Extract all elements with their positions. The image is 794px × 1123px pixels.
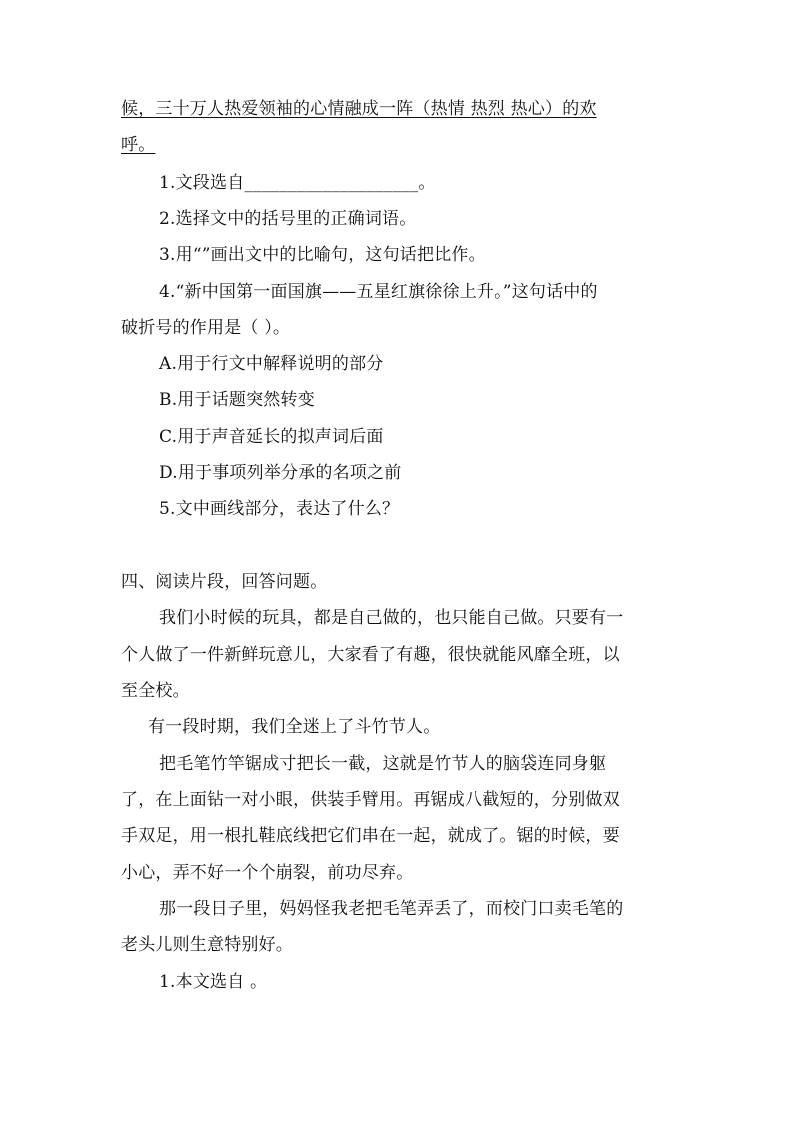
question-1: 1.文段选自____________________。 [159, 173, 436, 193]
paragraph-line: 我们小时候的玩具，都是自己做的，也只能自己做。只要有一 [159, 608, 624, 628]
paragraph-line: 把毛笔竹竿锯成寸把长一截，这就是竹节人的脑袋连同身躯 [159, 754, 607, 774]
paragraph-line: 了，在上面钻一对小眼，供装手臂用。再锯成八截短的，分别做双 [121, 790, 620, 810]
option-d: D.用于事项列举分承的名项之前 [159, 463, 402, 483]
paragraph-line: 个人做了一件新鲜玩意儿，大家看了有趣，很快就能风靡全班，以 [121, 645, 620, 665]
question-3: 3.用“”画出文中的比喻句，这句话把比作。 [159, 245, 486, 265]
option-c: C.用于声音延长的拟声词后面 [159, 427, 384, 447]
passage-underlined-line-2: 呼。 [121, 135, 156, 155]
question-2: 2.选择文中的括号里的正确词语。 [159, 209, 417, 229]
option-a: A.用于行文中解释说明的部分 [159, 354, 384, 374]
paragraph-line: 老头儿则生意特别好。 [121, 935, 293, 955]
question-5: 5.文中画线部分，表达了什么？ [159, 499, 400, 519]
paragraph-line: 手双足，用一根扎鞋底线把它们串在一起，就成了。锯的时候，要 [121, 826, 620, 846]
paragraph-line: 至全校。 [121, 681, 190, 701]
question-4: 4.“新中国第一面国旗——五星红旗徐徐上升。”这句话中的 [159, 282, 598, 302]
paragraph-line: 那一段日子里，妈妈怪我老把毛笔弄丢了，而校门口卖毛笔的 [159, 899, 624, 919]
option-b: B.用于话题突然转变 [159, 390, 315, 410]
section-4-question-1: 1.本文选自 。 [159, 972, 268, 992]
question-4-continuation: 破折号的作用是（ ）。 [121, 318, 291, 338]
section-4-heading: 四、阅读片段，回答问题。 [121, 572, 328, 592]
paragraph-line: 有一段时期，我们全迷上了斗竹节人。 [148, 717, 441, 737]
passage-underlined-line-1: 候，三十万人热爱领袖的心情融成一阵（热情 热烈 热心）的欢 [121, 99, 597, 119]
paragraph-line: 小心，弄不好一个个崩裂，前功尽弃。 [121, 863, 414, 883]
